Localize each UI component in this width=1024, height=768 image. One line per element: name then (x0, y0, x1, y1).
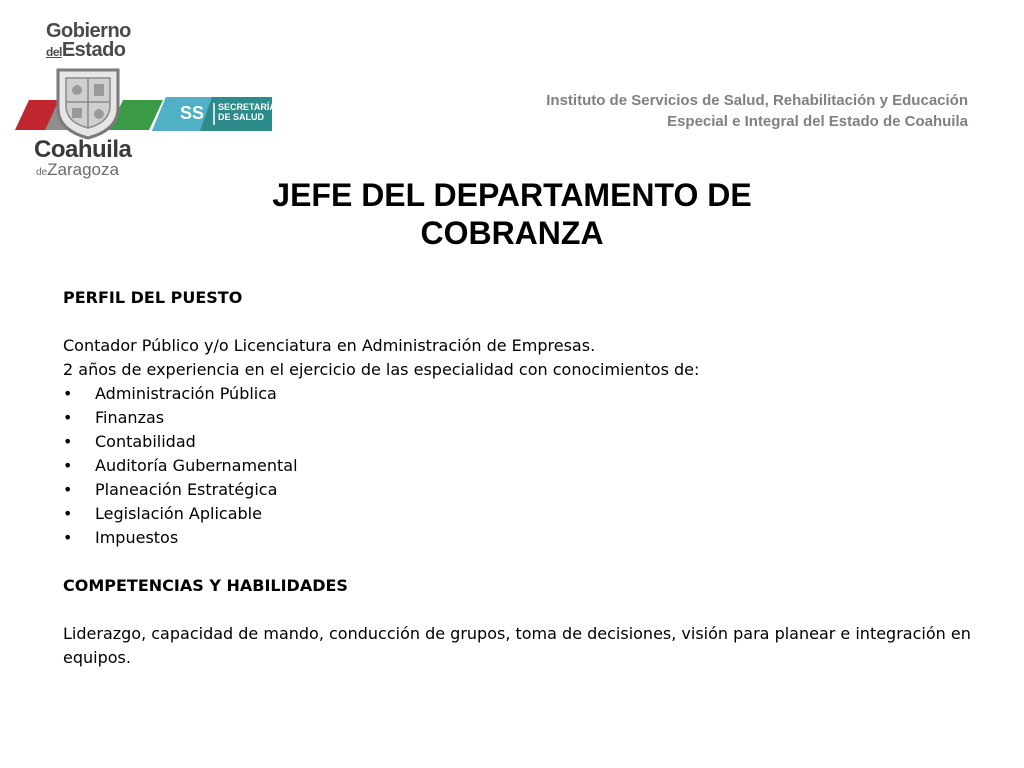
job-description (63, 286, 973, 670)
list-item: • Planeación Estratégica (63, 478, 973, 502)
estado-text: Estado (61, 39, 126, 61)
secretaria-text: SECRETARÍA (218, 102, 276, 112)
de-text: de (36, 167, 48, 178)
list-item: • Impuestos (63, 526, 973, 550)
page-title (0, 176, 1024, 252)
profile-heading: PERFIL DEL PUESTO (63, 288, 243, 307)
knowledge-list (63, 382, 973, 550)
list-item: • Administración Pública (63, 382, 973, 406)
government-logo (16, 14, 276, 184)
title-line-2: COBRANZA (420, 215, 604, 251)
coat-of-arms-icon (52, 64, 124, 140)
del-text: del (46, 45, 62, 59)
zaragoza-text: Zaragoza (47, 160, 119, 179)
competencies-text: Liderazgo, capacidad de mando, conducción de grupos, toma de decisiones, visión para planear e integración en equipos. (63, 624, 971, 667)
secretaria-de-salud-label (218, 102, 276, 122)
institute-line-2: Especial e Integral del Estado de Coahuila (667, 113, 968, 130)
de-salud-text: DE SALUD (218, 112, 265, 122)
coahuila-text: Coahuila (34, 136, 132, 163)
gobierno-text: Gobierno (46, 20, 131, 42)
list-item: • Contabilidad (63, 430, 973, 454)
institute-name (546, 90, 968, 132)
gobierno-del-estado-wordmark (46, 22, 131, 62)
list-item: • Finanzas (63, 406, 973, 430)
title-line-1: JEFE DEL DEPARTAMENTO DE (272, 177, 752, 213)
experience-requirement: 2 años de experiencia en el ejercicio de las especialidad con conocimientos de: (63, 360, 700, 379)
ss-label: SS (180, 103, 205, 123)
list-item: • Legislación Aplicable (63, 502, 973, 526)
institute-line-1: Instituto de Servicios de Salud, Rehabilitación y Educación (546, 92, 968, 109)
list-item: • Auditoría Gubernamental (63, 454, 973, 478)
degree-requirement: Contador Público y/o Licenciatura en Administración de Empresas. (63, 336, 596, 355)
competencies-heading: COMPETENCIAS Y HABILIDADES (63, 576, 348, 595)
